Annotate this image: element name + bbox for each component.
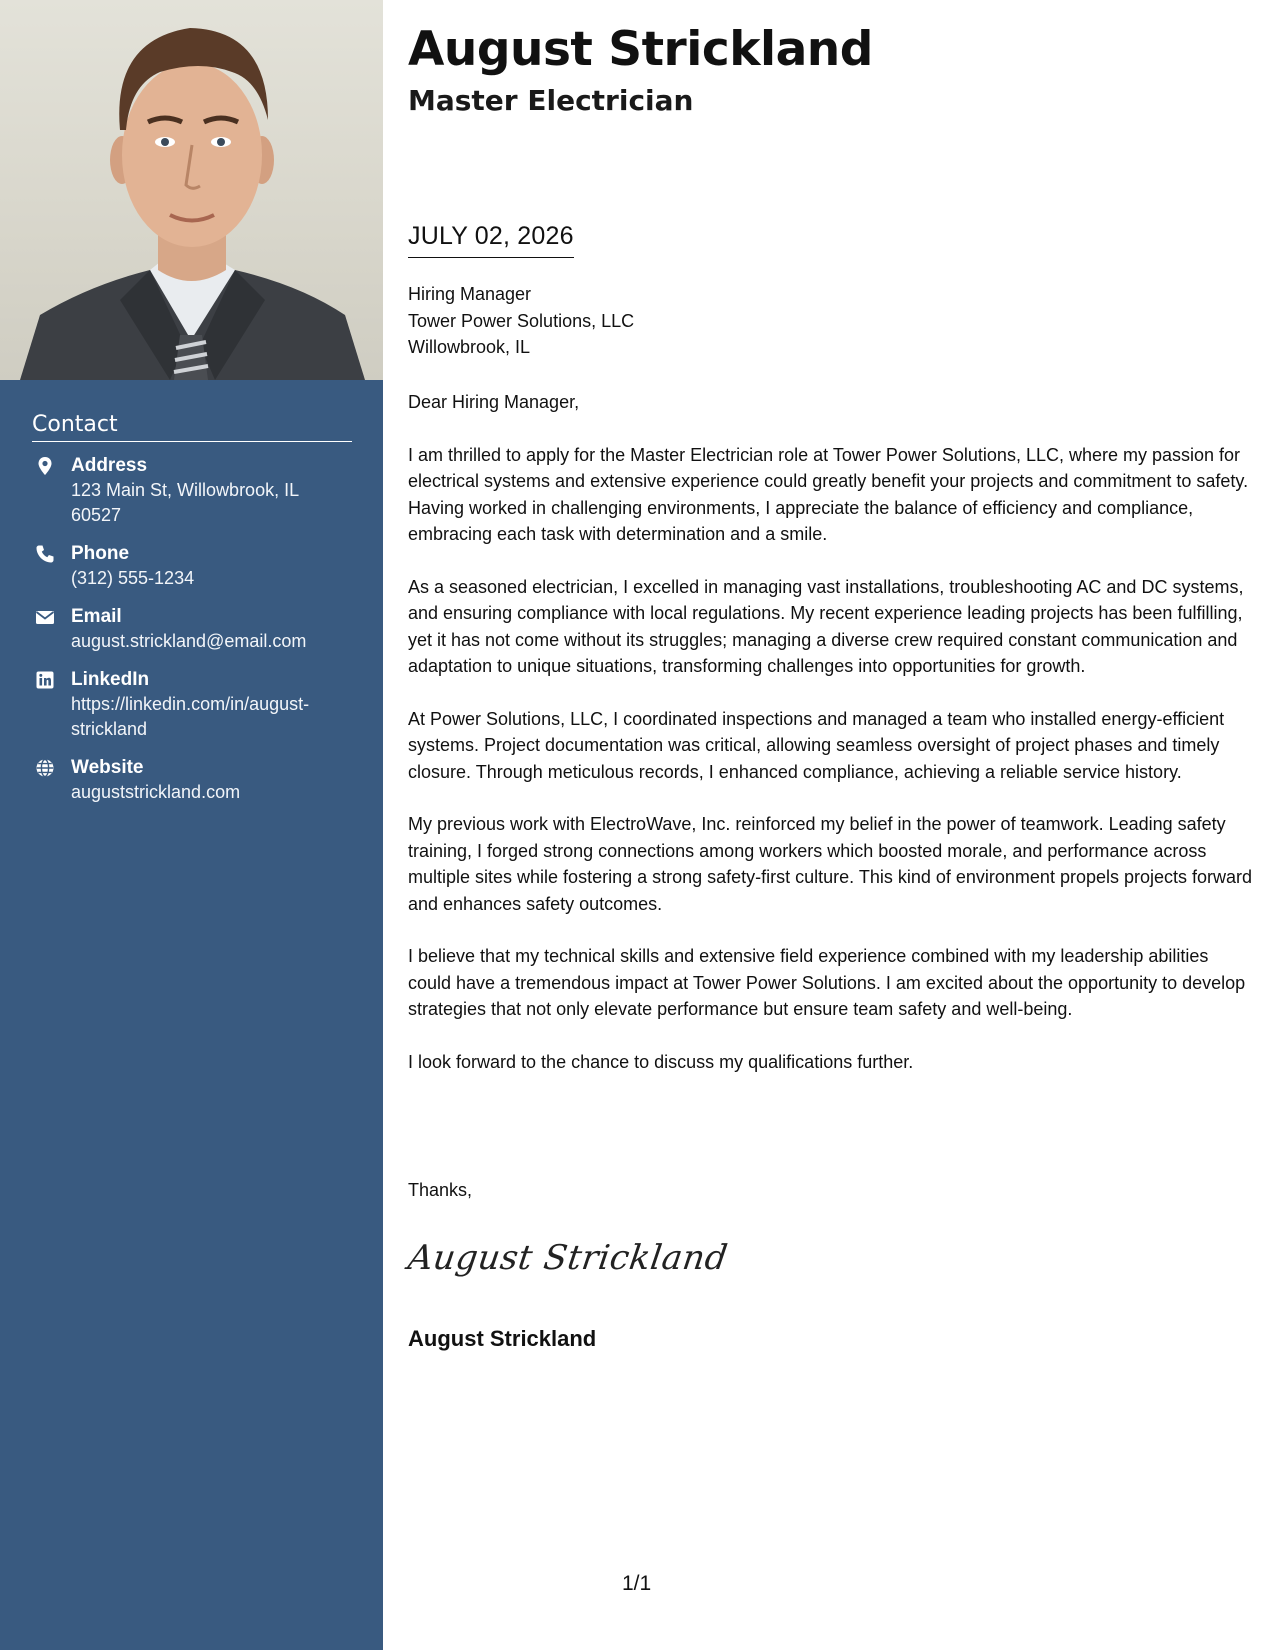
letter-paragraph: As a seasoned electrician, I excelled in managing vast installations, troubleshooting AC and DC systems, and ensuring compliance with local regulations. My recent experience leading projects has been fulfilling, yet it has not come without its struggles; managing a diverse crew required constant communication and adaptation to unique situations, transforming challenges into opportunities for growth. <box>408 576 1244 676</box>
sidebar <box>0 0 383 1650</box>
recipient-block <box>408 281 634 361</box>
letter-paragraph: I look forward to the chance to discuss my qualifications further. <box>408 1051 914 1072</box>
letter-date: JULY 02, 2026 <box>408 222 574 258</box>
salutation: Dear Hiring Manager, <box>408 392 580 412</box>
contact-label: Phone <box>71 543 130 564</box>
linkedin-link[interactable]: https://linkedin.com/in/august-strickland <box>71 694 310 739</box>
globe-icon <box>35 758 55 778</box>
contact-value: 123 Main St, Willowbrook, IL 60527 <box>71 480 299 525</box>
handwritten-signature: August Strickland <box>405 1238 731 1278</box>
portrait-illustration <box>0 0 383 380</box>
recipient-line: Tower Power Solutions, LLC <box>408 310 635 331</box>
contact-address <box>32 454 352 528</box>
page-number: 1/1 <box>622 1572 652 1595</box>
contact-phone <box>32 542 352 591</box>
recipient-line: Willowbrook, IL <box>408 337 531 357</box>
signer-name: August Strickland <box>408 1326 597 1351</box>
contact-title: Contact <box>32 412 352 442</box>
website-link[interactable]: auguststrickland.com <box>71 782 241 802</box>
contact-website <box>32 756 352 805</box>
letter-paragraph: I am thrilled to apply for the Master Electrician role at Tower Power Solutions, LLC, where my passion for electrical systems and extensive experience could greatly benefit your projects and commitment to safety. Having worked in challenging environments, I appreciate the balance of efficiency and compliance, embracing each task with determination and a smile. <box>408 444 1249 544</box>
letter-paragraph: I believe that my technical skills and extensive field experience combined with my leadership abilities could have a tremendous impact at Tower Power Solutions. I am excited about the opportunity to develop strategies that not only elevate performance but ensure team safety and well-being. <box>408 946 1246 1019</box>
contact-label: Website <box>71 757 144 778</box>
contact-label: Address <box>71 455 148 476</box>
email-icon <box>35 607 55 627</box>
linkedin-icon <box>35 670 55 690</box>
contact-value: (312) 555-1234 <box>71 568 195 588</box>
letter-body <box>408 389 1253 1101</box>
closing: Thanks, <box>408 1180 473 1200</box>
contact-label: Email <box>71 606 122 627</box>
map-pin-icon <box>35 456 55 476</box>
contact-label: LinkedIn <box>71 669 150 690</box>
applicant-name: August Strickland <box>408 22 873 77</box>
contact-section <box>32 412 352 819</box>
profile-photo <box>0 0 383 380</box>
email-link[interactable]: august.strickland@email.com <box>71 631 307 651</box>
contact-linkedin <box>32 668 352 742</box>
recipient-line: Hiring Manager <box>408 284 532 304</box>
letter-paragraph: My previous work with ElectroWave, Inc. reinforced my belief in the power of teamwork. Leading safety training, I forged strong connections among workers which boosted morale, and performance across multiple sites while fostering a strong safety-first culture. This kind of environment propels projects forward and enhances safety outcomes. <box>408 814 1253 914</box>
applicant-role: Master Electrician <box>408 84 694 117</box>
letter-paragraph: At Power Solutions, LLC, I coordinated inspections and managed a team who installed energy-efficient systems. Project documentation was critical, allowing seamless oversight of project phases and timely closure. Through meticulous records, I enhanced compliance, achieving a reliable service history. <box>408 708 1225 782</box>
phone-icon <box>35 544 55 564</box>
contact-email <box>32 605 352 654</box>
